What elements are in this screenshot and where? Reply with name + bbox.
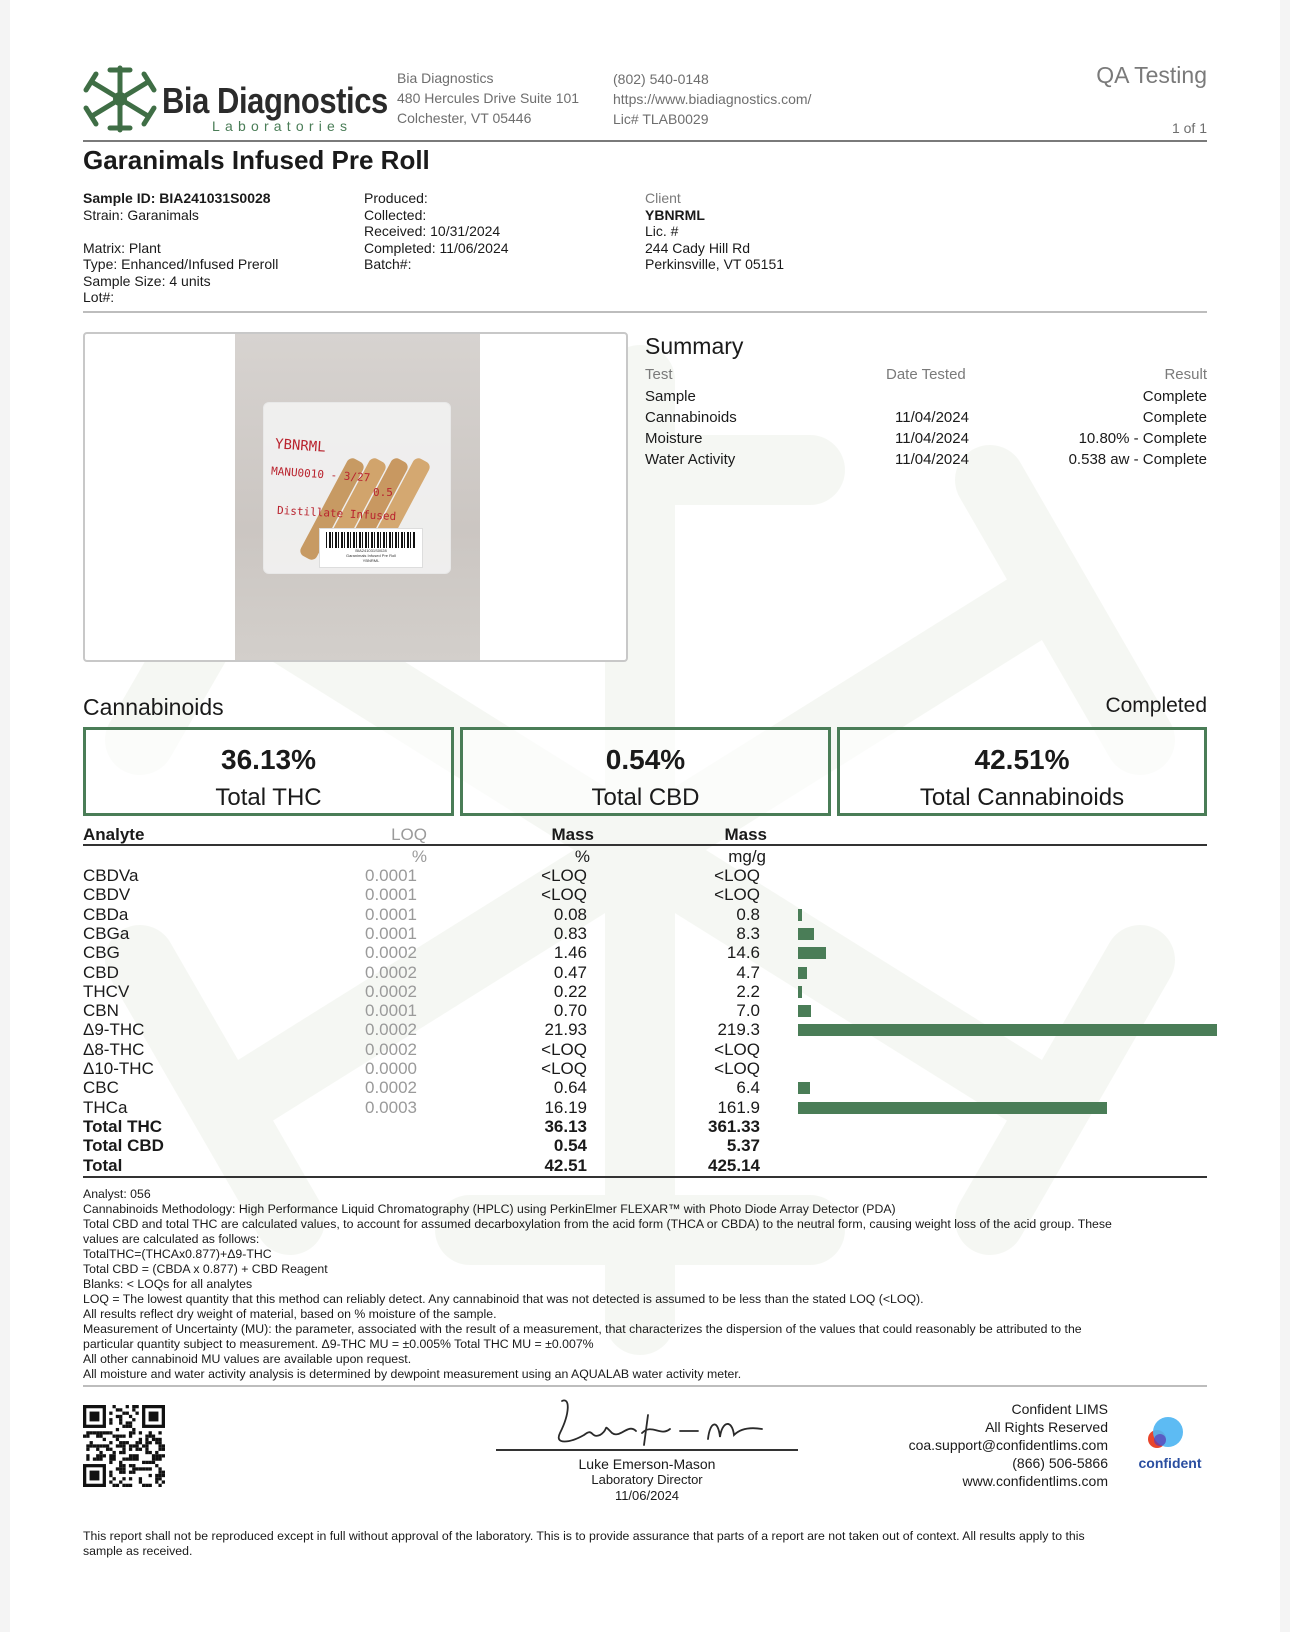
sample-type: Type: Enhanced/Infused Preroll (83, 256, 279, 272)
summary-result: Complete (1142, 388, 1207, 405)
analyte-mass-pct: <LOQ (541, 866, 587, 885)
analyte-name: CBD (83, 962, 119, 982)
report-title: Garanimals Infused Pre Roll (83, 145, 430, 175)
analyte-loq: 0.0000 (365, 1059, 417, 1078)
total-mass-pct: 0.54 (553, 1136, 587, 1156)
cannabinoids-status: Completed (1105, 694, 1207, 717)
section-rule (83, 311, 1207, 313)
summary-date: 11/04/2024 (895, 430, 969, 447)
summary-test: Cannabinoids (645, 409, 737, 426)
analyte-mass-mg: <LOQ (714, 866, 760, 885)
summary-date: 11/04/2024 (895, 409, 969, 426)
note-line: Total CBD = (CBDA x 0.877) + CBD Reagent (83, 1262, 328, 1276)
bag-handwriting-2: MANU0010 - 3/27 (270, 464, 371, 485)
confident-logo-text: confident (1138, 1455, 1202, 1471)
lab-phone: (802) 540-0148 (613, 71, 709, 87)
sample-photo (235, 334, 480, 660)
total-thc-value: 36.13% (221, 744, 316, 775)
summary-header-date: Date Tested (886, 366, 966, 383)
note-line: Blanks: < LOQs for all analytes (83, 1277, 253, 1291)
analyte-mass-mg: 219.3 (717, 1020, 760, 1040)
analyte-mass-mg: 4.7 (736, 962, 760, 982)
analyte-mass-pct: 0.22 (553, 981, 587, 1001)
total-name: Total CBD (83, 1136, 164, 1156)
sample-batch: Batch#: (364, 256, 412, 272)
total-row (83, 1117, 1207, 1136)
total-mass-mg: 361.33 (708, 1116, 760, 1136)
analyte-bar (798, 1082, 810, 1094)
lims-website[interactable]: www.confidentlims.com (962, 1473, 1108, 1489)
analyte-mass-mg: <LOQ (714, 1059, 760, 1078)
total-cbd-value: 0.54% (605, 744, 686, 775)
analyte-mass-mg: 2.2 (736, 981, 760, 1001)
header-mass-mg: Mass (724, 825, 767, 844)
analyte-name: THCV (83, 981, 130, 1001)
total-name: Total THC (83, 1116, 163, 1136)
sample-id: Sample ID: BIA241031S0028 (83, 190, 271, 206)
analyte-name: CBDV (83, 885, 131, 905)
analyte-bar (798, 928, 814, 940)
table-header-rule (83, 844, 1207, 846)
header-rule (83, 140, 1207, 142)
table-row (83, 1059, 1207, 1078)
summary-result: Complete (1142, 409, 1207, 426)
analyte-mass-pct: <LOQ (541, 885, 587, 905)
table-row (83, 1001, 1207, 1020)
lab-website[interactable]: https://www.biadiagnostics.com/ (613, 91, 812, 107)
analyte-loq: 0.0002 (365, 1078, 417, 1098)
signature-icon (540, 1393, 770, 1451)
total-mass-pct: 36.13 (544, 1116, 587, 1136)
summary-date: 11/04/2024 (895, 451, 969, 468)
summary-row (645, 451, 1207, 472)
note-line: Analyst: 056 (83, 1187, 151, 1201)
confident-logo-icon (1143, 1413, 1185, 1455)
analyte-mass-pct: 21.93 (544, 1020, 587, 1040)
bia-logo-icon (82, 64, 158, 134)
header-mass-pct: Mass (551, 825, 594, 844)
note-line: All results reflect dry weight of material, based on % moisture of the sample. (83, 1307, 497, 1321)
coa-page (10, 0, 1280, 1632)
signer-title: Laboratory Director (591, 1472, 703, 1487)
analyte-mass-pct: 0.47 (553, 962, 587, 982)
analyte-loq: 0.0001 (365, 904, 417, 924)
header-loq: LOQ (391, 825, 427, 844)
note-line: TotalTHC=(THCAx0.877)+Δ9-THC (83, 1247, 272, 1261)
analyte-bar (798, 986, 802, 998)
table-row (83, 1020, 1207, 1039)
note-line: values are calculated as follows: (83, 1232, 260, 1246)
total-cbd-box (460, 727, 831, 816)
table-row (83, 885, 1207, 904)
analyte-name: CBGa (83, 923, 130, 943)
analyte-name: CBDa (83, 904, 129, 924)
analyte-mass-pct: <LOQ (541, 1039, 587, 1059)
total-mass-mg: 425.14 (708, 1155, 760, 1175)
unit-mass-mg: mg/g (728, 847, 766, 866)
client-license: Lic. # (645, 223, 679, 239)
signature-date: 11/06/2024 (614, 1488, 680, 1503)
table-row (83, 866, 1207, 885)
sample-size: Sample Size: 4 units (83, 272, 211, 289)
analyte-name: Δ10-THC (83, 1059, 154, 1078)
total-mass-pct: 42.51 (544, 1155, 587, 1175)
sample-label-line-2: Garanimals Infused Pre Roll (345, 553, 397, 558)
analyte-loq: 0.0001 (365, 1001, 417, 1021)
analyte-mass-mg: <LOQ (714, 885, 760, 905)
summary-test: Moisture (645, 430, 703, 447)
analyte-bar (798, 1024, 1217, 1036)
total-thc-label: Total THC (215, 784, 322, 811)
summary-test: Water Activity (645, 451, 736, 468)
sample-label-line-3: YBNRML (362, 558, 380, 563)
analyte-loq: 0.0003 (365, 1097, 417, 1117)
unit-mass-pct: % (574, 847, 590, 866)
lims-name: Confident LIMS (1011, 1401, 1108, 1417)
sample-matrix: Matrix: Plant (83, 239, 161, 256)
logo-subtitle: Laboratories (212, 118, 353, 134)
total-thc-box (83, 727, 454, 816)
analyte-loq: 0.0002 (365, 1020, 417, 1040)
note-line: Measurement of Uncertainty (MU): the parameter, associated with the result of a measurement, that characterizes the dispersion of the values that could reasonably be attributed to the (83, 1322, 1082, 1336)
total-row (83, 1156, 1207, 1175)
summary-test: Sample (645, 388, 696, 405)
lims-rights: All Rights Reserved (985, 1419, 1108, 1435)
sample-lot: Lot#: (83, 289, 115, 305)
table-row (83, 905, 1207, 924)
analyte-name: Δ8-THC (83, 1039, 145, 1059)
summary-row (645, 430, 1207, 451)
report-type: QA Testing (1096, 62, 1207, 88)
analyte-name: THCa (83, 1097, 128, 1117)
barcode-icon (326, 532, 416, 548)
analyte-loq: 0.0001 (365, 885, 417, 905)
signature-line (496, 1449, 798, 1451)
sample-strain: Strain: Garanimals (83, 206, 199, 223)
analyte-mass-pct: 0.08 (553, 904, 587, 924)
sample-label-line-1: BIA241031S0028 (355, 548, 387, 553)
bag-handwriting-4: Distillate Infused (276, 503, 397, 524)
analyte-name: Δ9-THC (83, 1020, 145, 1040)
disclaimer-line-1: This report shall not be reproduced except in full without approval of the laboratory. This is to provide assurance that parts of a report are not taken out of context. All results apply to this (83, 1529, 1085, 1543)
table-row (83, 924, 1207, 943)
table-units (83, 847, 1207, 866)
analyte-name: CBDVa (83, 866, 139, 885)
analyte-name: CBG (83, 943, 120, 963)
lab-name: Bia Diagnostics (397, 70, 494, 86)
lab-address-1: 480 Hercules Drive Suite 101 (397, 90, 580, 106)
analyte-loq: 0.0002 (365, 962, 417, 982)
disclaimer (83, 1529, 1207, 1559)
total-cannabinoids-value: 42.51% (974, 744, 1070, 775)
total-mass-mg: 5.37 (726, 1136, 760, 1156)
methodology-notes (83, 1187, 1207, 1382)
note-line: All other cannabinoid MU values are available upon request. (83, 1352, 412, 1366)
analyte-mass-mg: 0.8 (736, 904, 760, 924)
analyte-mass-mg: 161.9 (717, 1097, 760, 1117)
note-line: All moisture and water activity analysis is determined by dewpoint measurement using an AQUALAB water activity meter. (83, 1367, 742, 1381)
footer-rule (83, 1385, 1207, 1387)
table-row (83, 963, 1207, 982)
client-address-2: Perkinsville, VT 05151 (645, 256, 785, 272)
analyte-loq: 0.0001 (365, 866, 417, 885)
sample-completed: Completed: 11/06/2024 (364, 239, 509, 256)
summary-header (645, 366, 1207, 387)
note-line: particular quantity subject to measurement. Δ9-THC MU = ±0.005% Total THC MU = ±0.007% (83, 1337, 594, 1351)
table-row (83, 943, 1207, 962)
analyte-mass-pct: <LOQ (541, 1059, 587, 1078)
summary-result: 10.80% - Complete (1078, 430, 1207, 447)
analyte-mass-mg: 14.6 (726, 943, 760, 963)
client-label: Client (645, 190, 681, 206)
client-address-1: 244 Cady Hill Rd (645, 239, 751, 256)
analyte-loq: 0.0001 (365, 923, 417, 943)
analyte-loq: 0.0002 (365, 1039, 417, 1059)
logo-name: Bia Diagnostics (162, 80, 388, 121)
analyte-mass-pct: 0.64 (553, 1078, 587, 1098)
bag-handwriting-1: YBNRML (274, 436, 327, 456)
total-cbd-label: Total CBD (591, 784, 700, 811)
analyte-name: CBN (83, 1001, 119, 1021)
analyte-loq: 0.0002 (365, 981, 417, 1001)
analyte-mass-mg: 6.4 (736, 1078, 760, 1098)
summary-row (645, 388, 1207, 409)
sample-label (319, 528, 423, 568)
client-name: YBNRML (645, 206, 705, 223)
analyte-bar (798, 1102, 1107, 1114)
total-row (83, 1136, 1207, 1155)
analyte-mass-mg: 7.0 (736, 1001, 760, 1021)
bag-handwriting-3: 0.5 (373, 486, 393, 499)
total-cannabinoids-label: Total Cannabinoids (919, 784, 1125, 811)
lims-email[interactable]: coa.support@confidentlims.com (908, 1437, 1108, 1453)
analyte-mass-pct: 16.19 (544, 1097, 587, 1117)
sample-collected: Collected: (364, 206, 427, 223)
summary-result: 0.538 aw - Complete (1068, 451, 1207, 468)
lims-info (909, 1400, 1108, 1490)
signer-name: Luke Emerson-Mason (578, 1456, 716, 1472)
sample-produced: Produced: (364, 190, 428, 206)
unit-loq: % (411, 847, 427, 866)
total-cannabinoids-box (837, 727, 1207, 816)
analyte-mass-mg: <LOQ (714, 1039, 760, 1059)
summary-title: Summary (645, 333, 744, 359)
disclaimer-line-2: sample as received. (83, 1544, 193, 1558)
table-row (83, 1078, 1207, 1097)
sample-photo-frame (83, 332, 628, 662)
analyte-mass-pct: 0.83 (553, 923, 587, 943)
lab-address-2: Colchester, VT 05446 (397, 110, 532, 126)
note-line: LOQ = The lowest quantity that this method can reliably detect. Any cannabinoid that was not detected is assumed to be less than the stated LOQ (<LOQ). (83, 1292, 924, 1306)
cannabinoids-title: Cannabinoids (83, 694, 224, 720)
total-name: Total (83, 1155, 123, 1175)
analyte-bar (798, 909, 802, 921)
summary-header-result: Result (1164, 366, 1207, 383)
lab-license: Lic# TLAB0029 (613, 111, 709, 127)
analyte-mass-pct: 0.70 (553, 1001, 587, 1021)
analyte-mass-pct: 1.46 (553, 943, 587, 963)
note-line: Total CBD and total THC are calculated values, to account for assumed decarboxylation from the acid form (THCA or CBDA) to the neutral form, causing weight loss of the acid group. These (83, 1217, 1112, 1231)
table-bottom-rule (83, 1176, 1207, 1178)
analyte-name: CBC (83, 1078, 119, 1098)
table-row (83, 982, 1207, 1001)
table-row (83, 1040, 1207, 1059)
sample-received: Received: 10/31/2024 (364, 223, 501, 239)
lims-phone: (866) 506-5866 (1012, 1455, 1108, 1471)
table-row (83, 1098, 1207, 1117)
analyte-loq: 0.0002 (365, 943, 417, 963)
analyte-mass-mg: 8.3 (736, 923, 760, 943)
summary-row (645, 409, 1207, 430)
table-header (83, 825, 1207, 844)
signature-block (496, 1456, 798, 1504)
note-line: Cannabinoids Methodology: High Performance Liquid Chromatography (HPLC) using PerkinElmer FLEXAR™ with Photo Diode Array Detector (PDA) (83, 1202, 896, 1216)
header-analyte: Analyte (83, 825, 145, 844)
summary-header-test: Test (645, 366, 673, 383)
analyte-bar (798, 947, 826, 959)
qr-code-icon[interactable] (83, 1405, 165, 1487)
page-number: 1 of 1 (1171, 120, 1207, 136)
analyte-bar (798, 1005, 811, 1017)
analyte-bar (798, 967, 807, 979)
